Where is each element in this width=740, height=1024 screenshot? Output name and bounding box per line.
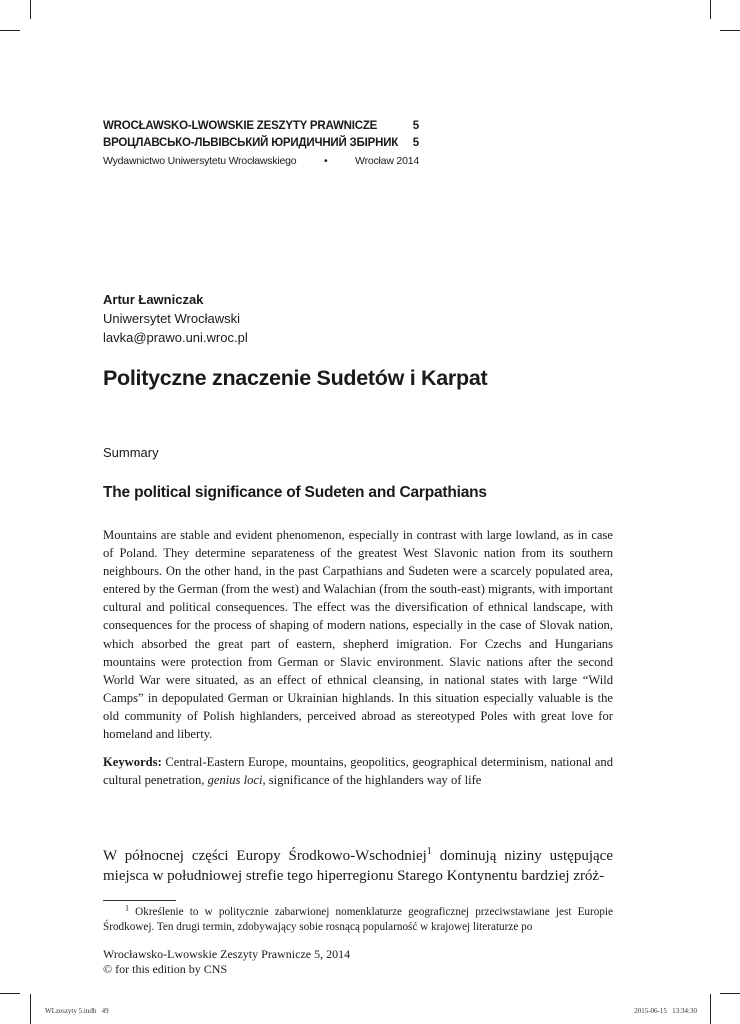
- footnote-ref[interactable]: 1: [426, 846, 432, 857]
- crop-mark: [30, 0, 31, 19]
- journal-number-ua: 5: [412, 137, 419, 149]
- journal-title-ua-row: [103, 135, 419, 152]
- slug-file: WLzeszyty 5.indb 49: [45, 1007, 109, 1015]
- journal-number-pl: 5: [412, 120, 419, 132]
- body-paragraph: [103, 846, 613, 886]
- crop-mark: [720, 993, 740, 994]
- journal-title-pl-row: [103, 118, 419, 135]
- body-text-end: dominują niziny ustępujące miejsca w południowej strefie tego hiperregionu Starego Kontynentu bardziej zróż-: [103, 848, 613, 884]
- copyright-block: [103, 947, 350, 976]
- crop-mark: [0, 30, 20, 31]
- bullet-separator: •: [324, 155, 328, 167]
- footnote-text: Określenie to w politycznie zabarwionej nomenklaturze geograficznej przeciwstawiane jest Europie Środkowej. Ten drugi termin, zdobywający sobie rosnącą popularność w krajowej literaturze po: [103, 906, 613, 933]
- crop-mark: [720, 30, 740, 31]
- article-title: Polityczne znaczenie Sudetów i Karpat: [103, 366, 488, 390]
- journal-title-ua: ВРОЦЛАВСЬКО-ЛЬВІВСЬКИЙ ЮРИДИЧНИЙ ЗБІРНИК: [103, 137, 399, 149]
- journal-title-pl: WROCŁAWSKO-LWOWSKIE ZESZYTY PRAWNICZE: [103, 120, 378, 132]
- body-text-start: W północnej części Europy Środkowo-Wschodniej: [103, 848, 427, 864]
- crop-mark: [30, 994, 31, 1024]
- crop-mark: [710, 0, 711, 19]
- publisher-row: [103, 153, 419, 170]
- crop-mark: [0, 993, 20, 994]
- author-affiliation: Uniwersytet Wrocławski: [103, 311, 241, 326]
- author-email: lavka@prawo.uni.wroc.pl: [103, 330, 248, 345]
- author-name: Artur Ławniczak: [103, 292, 204, 307]
- keywords-text-before: Central-Eastern Europe, mountains, geopolitics, geographical determinism, national and cultural penetration,: [103, 755, 613, 788]
- summary-title: The political significance of Sudeten and Carpathians: [103, 484, 487, 501]
- author-block: [103, 290, 248, 347]
- keywords: [103, 753, 613, 789]
- footnote: [103, 905, 613, 935]
- slug-timestamp: 2015-06-15 13:34:30: [634, 1007, 697, 1015]
- footnote-rule: [103, 900, 176, 901]
- summary-label: Summary: [103, 445, 159, 460]
- copyright-line-2: © for this edition by CNS: [103, 961, 228, 976]
- publisher: Wydawnictwo Uniwersytetu Wrocławskiego: [103, 155, 297, 167]
- keywords-italic: genius loci: [207, 773, 263, 788]
- copyright-line-1: Wrocławsko-Lwowskie Zeszyty Prawnicze 5, 2014: [103, 947, 351, 961]
- keywords-text-after: , significance of the highlanders way of life: [262, 773, 482, 788]
- place-year: Wrocław 2014: [355, 155, 419, 167]
- crop-mark: [710, 994, 711, 1024]
- journal-header: [103, 118, 419, 170]
- keywords-label: Keywords:: [103, 755, 162, 769]
- footnote-mark: 1: [125, 903, 129, 913]
- abstract-text: Mountains are stable and evident phenomenon, especially in contrast with large lowland, as in case of Poland. They determine separateness of the greatest West Slavonic nation from its southern neighbours. On the other hand, in the past Carpathians and Sudeten were a scarcely populated area, entered by the German (from the west) and Walachian (from the south-east) migrants, with important cultural and political consequences. The effect was the diversification of ethnical landscape, with consequences for the process of shaping of modern nations, especially in the case of Slovak nation, which absorbed the great part of eastern, shepherd imigration. For Czechs and Hungarians mountains were protection from German or Slavic environment. Slavic nations after the second World War were situated, as an effect of ethnical cleansing, in national states with large “Wild Camps” in depopulated German or Ukrainian highlands. In this situation especially valuable is the old community of Polish highlanders, perceived abroad as stereotyped Poles with great love for homeland and liberty.: [103, 528, 613, 742]
